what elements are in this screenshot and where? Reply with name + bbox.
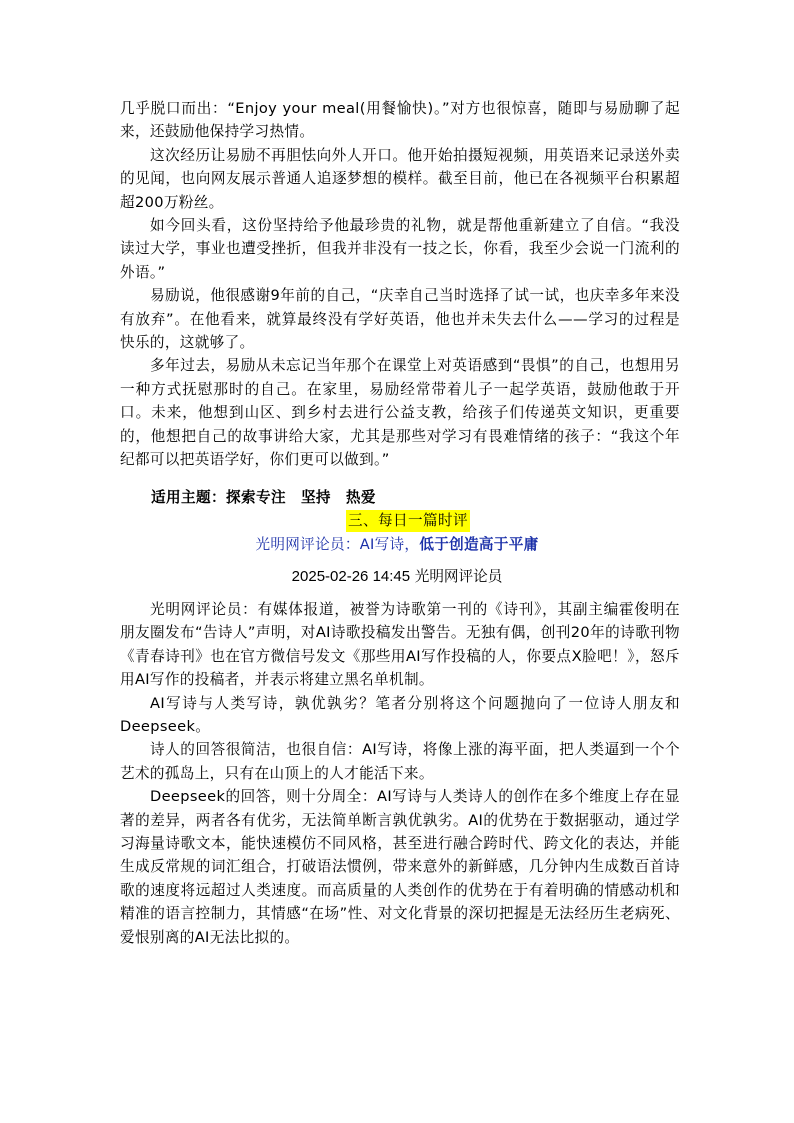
- article-byline: [0, 566, 794, 588]
- article-paragraph: AI写诗与人类写诗，孰优孰劣？笔者分别将这个问题抛向了一位诗人朋友和Deepseek。: [120, 694, 680, 736]
- article-title-prefix: 光明网评论员：AI写诗，: [255, 536, 420, 553]
- article-source: 光明网评论员: [410, 568, 503, 585]
- article-body: [120, 598, 680, 949]
- article-title-bold: 低于创造高于平庸: [419, 536, 539, 553]
- story-paragraph: 易励说，他很感谢9年前的自己，“庆幸自己当时选择了试一试，也庆幸多年来没有放弃”。在他看来，就算最终没有学好英语，他也并未失去什么——学习的过程是快乐的，这就够了。: [120, 287, 680, 352]
- story-paragraph: 多年过去，易励从未忘记当年那个在课堂上对英语感到“畏惧”的自己，也想用另一种方式抚慰那时的自己。在家里，易励经常带着儿子一起学英语，鼓励他敢于开口。未来，他想到山区、到乡村去进行公益支教，给孩子们传递英文知识，更重要的，他想把自己的故事讲给大家，尤其是那些对学习有畏难情绪的孩子：“我这个年纪都可以把英语学好，你们更可以做到。”: [120, 357, 680, 469]
- story-paragraph: 如今回头看，这份坚持给予他最珍贵的礼物，就是帮他重新建立了自信。“我没读过大学，事业也遭受挫折，但我并非没有一技之长，你看，我至少会说一门流利的外语。”: [120, 217, 680, 281]
- story-paragraph: 几乎脱口而出：“Enjoy your meal(用餐愉快)。”对方也很惊喜，随即与易励聊了起来，还鼓励他保持学习热情。: [120, 100, 680, 141]
- section-heading: 三、每日一篇时评: [346, 510, 470, 532]
- article-title: [0, 534, 794, 556]
- story-continuation: [120, 97, 680, 472]
- article-date: 2025-02-26 14:45: [291, 568, 411, 585]
- article-paragraph: Deepseek的回答，则十分周全：AI写诗与人类诗人的创作在多个维度上存在显著的差异，两者各有优劣，无法简单断言孰优孰劣。AI的优势在于数据驱动，通过学习海量诗歌文本，能快速模仿不同风格，甚至进行融合跨时代、跨文化的表达，并能生成反常规的词汇组合，打破语法惯例，带来意外的新鲜感，几分钟内生成数百首诗歌的速度将远超过人类速度。而高质量的人类创作的优势在于有着明确的情感动机和精准的语言控制力，其情感“在场”性、对文化背景的深切把握是无法经历生老病死、爱恨别离的AI无法比拟的。: [120, 788, 680, 946]
- story-paragraph: 这次经历让易励不再胆怯向外人开口。他开始拍摄短视频，用英语来记录送外卖的见闻，也向网友展示普通人追逐梦想的模样。截至目前，他已在各视频平台积累超超200万粉丝。: [120, 146, 680, 211]
- article-paragraph: 光明网评论员：有媒体报道，被誉为诗歌第一刊的《诗刊》，其副主编霍俊明在朋友圈发布“告诗人”声明，对AI诗歌投稿发出警告。无独有偶，创刊20年的诗歌刊物《青春诗刊》也在官方微信号发文《那些用AI写作投稿的人，你要点X脸吧！》，怒斥用AI写作的投稿者，并表示将建立黑名单机制。: [120, 601, 680, 689]
- article-paragraph: 诗人的回答很简洁，也很自信：AI写诗，将像上涨的海平面，把人类逼到一个个艺术的孤岛上，只有在山顶上的人才能活下来。: [120, 741, 680, 782]
- applicable-topics: 适用主题：探索专注 坚持 热爱: [151, 489, 376, 506]
